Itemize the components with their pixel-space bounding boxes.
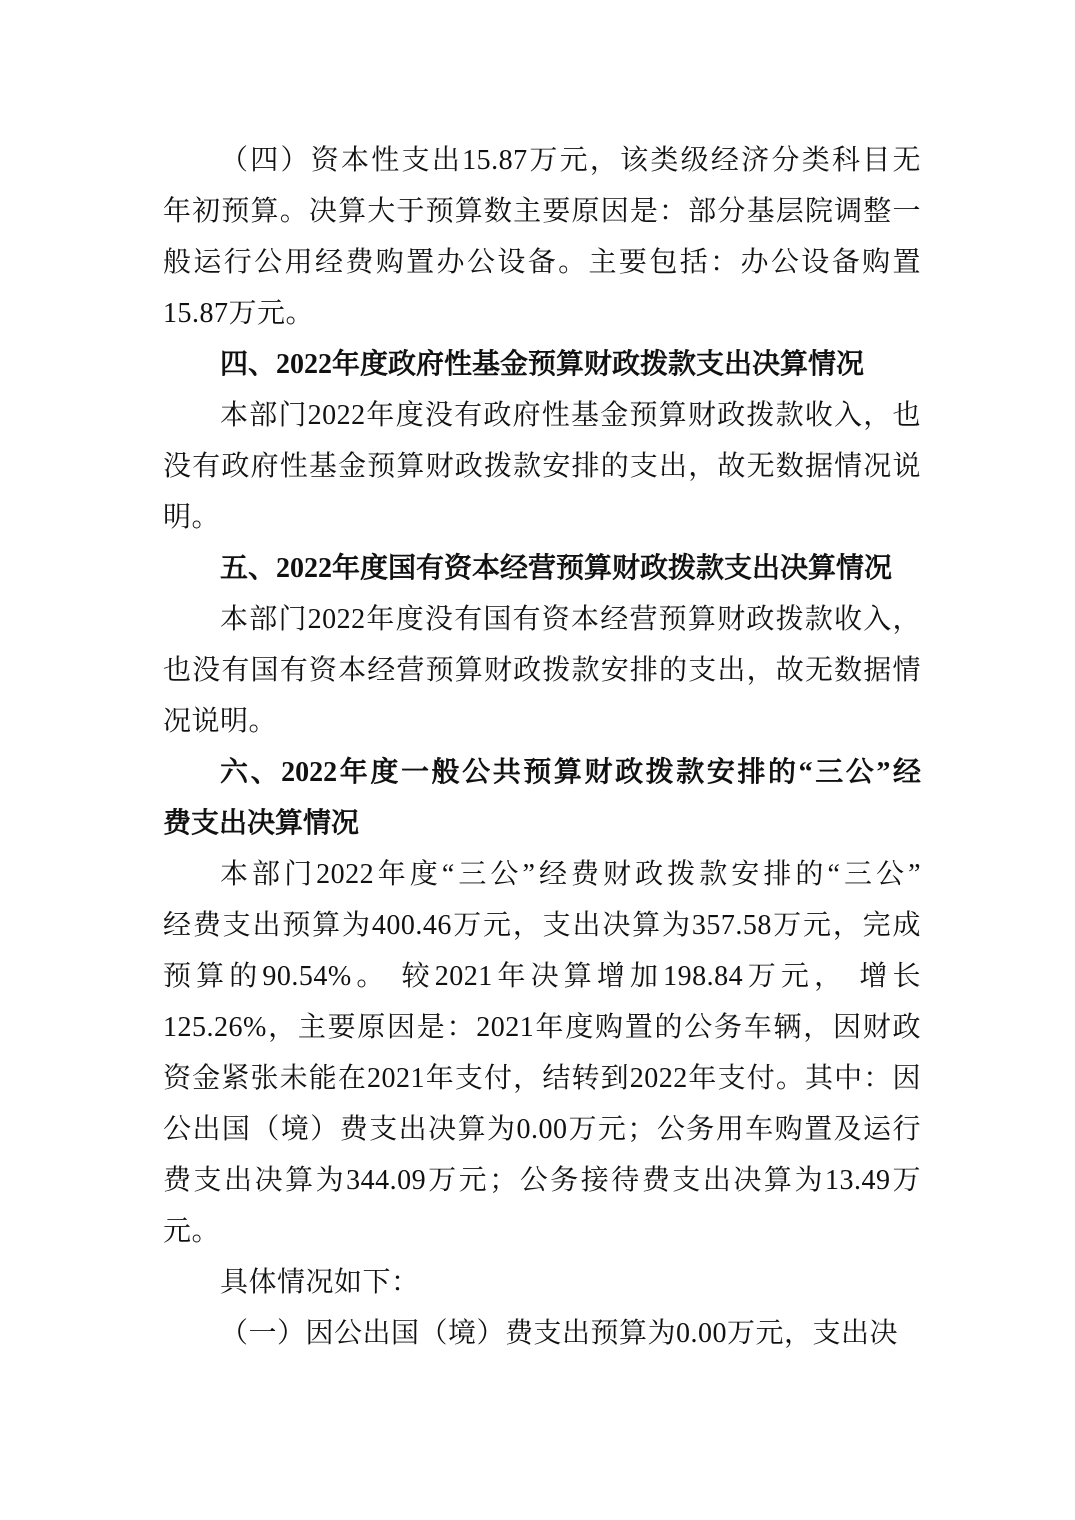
body-text-line: （一）因公出国（境）费支出预算为0.00万元，支出决 — [220, 1318, 899, 1349]
body-text-line: 也没有国有资本经营预算财政拨款安排的支出，故无数据情 — [163, 655, 921, 686]
body-text-line: 15.87万元。 — [163, 298, 315, 329]
body-text-line: 资金紧张未能在2021年支付，结转到2022年支付。其中：因 — [163, 1063, 921, 1094]
body-text-line: （四）资本性支出15.87万元，该类级经济分类科目无 — [220, 145, 921, 176]
body-text-line: 明。 — [163, 502, 221, 533]
body-text-line: 本部门2022年度没有国有资本经营预算财政拨款收入， — [220, 604, 921, 635]
document-text-block — [163, 135, 921, 1359]
body-text-line: 况说明。 — [163, 706, 278, 737]
body-text-line: 年初预算。决算大于预算数主要原因是：部分基层院调整一 — [163, 196, 921, 227]
body-text-line: 本部门2022年度没有政府性基金预算财政拨款收入，也 — [220, 400, 921, 431]
body-text-line: 具体情况如下： — [220, 1267, 420, 1298]
heading-line: 五、2022年度国有资本经营预算财政拨款支出决算情况 — [220, 553, 893, 584]
body-text-line: 公出国（境）费支出决算为0.00万元；公务用车购置及运行 — [163, 1114, 921, 1145]
body-text-line: 本部门2022年度“三公”经费财政拨款安排的“三公” — [220, 859, 921, 890]
heading-line: 四、2022年度政府性基金预算财政拨款支出决算情况 — [220, 349, 865, 380]
body-text-line: 经费支出预算为400.46万元，支出决算为357.58万元，完成 — [163, 910, 921, 941]
heading-line: 费支出决算情况 — [163, 808, 360, 839]
body-text-line: 预算的90.54%。 较2021年决算增加198.84万元， 增长 — [163, 961, 921, 992]
body-text-line: 125.26%，主要原因是：2021年度购置的公务车辆，因财政 — [163, 1012, 921, 1043]
body-text-line: 元。 — [163, 1216, 221, 1247]
heading-line: 六、2022年度一般公共预算财政拨款安排的“三公”经 — [220, 757, 921, 788]
body-text-line: 般运行公用经费购置办公设备。主要包括：办公设备购置 — [163, 247, 921, 278]
body-text-line: 费支出决算为344.09万元；公务接待费支出决算为13.49万 — [163, 1165, 921, 1196]
body-text-line: 没有政府性基金预算财政拨款安排的支出，故无数据情况说 — [163, 451, 921, 482]
